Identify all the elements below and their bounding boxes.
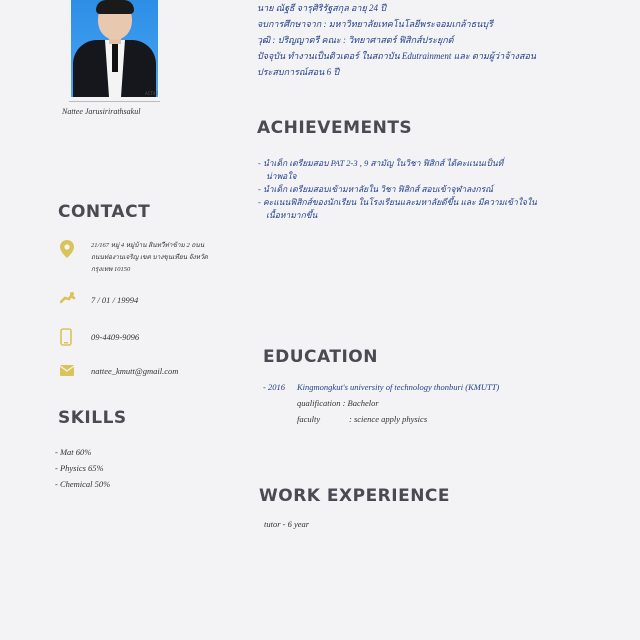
work-item: tutor - 6 year	[264, 519, 310, 529]
photo-hair	[96, 0, 134, 14]
profile-line: จบการศึกษาจาก : มหาวิทยาลัยเทคโนโลยีพระจอมเกล้าธนบุรี	[257, 19, 493, 29]
profile-line: ประสบการณ์สอน 6 ปี	[257, 67, 340, 77]
education-year: - 2016	[263, 382, 285, 392]
education-heading: EDUCATION	[263, 347, 378, 367]
skill-item: - Mat 60%	[55, 447, 92, 457]
contact-heading: CONTACT	[58, 202, 151, 222]
achievement-line: น่าพอใจ	[266, 171, 297, 181]
location-pin-icon	[60, 240, 74, 258]
address-line-2: ถนนท่องานเจริญ เขต บางขุนเทียน จังหวัด	[91, 254, 208, 261]
skill-item: - Chemical 50%	[55, 479, 111, 489]
address-line-3: กรุงเทพ 10150	[91, 266, 131, 273]
education-faculty-label: faculty	[297, 414, 321, 424]
profile-block	[257, 0, 617, 80]
achievements-list	[258, 157, 588, 222]
achievement-line: - นำเด็ก เตรียมสอบ PAT 2-3 , 9 สามัญ ในวิชา ฟิสิกส์ ได้คะแนนเป็นที่	[258, 158, 504, 168]
profile-line: นาย ณัฐธี จารุศิริรัฐสกุล อายุ 24 ปี	[257, 3, 386, 13]
envelope-icon	[60, 365, 74, 376]
profile-photo	[71, 0, 158, 97]
profile-line: วุฒิ : ปริญญาตรี คณะ : วิทยาศาสตร์ ฟิสิกส์ประยุกต์	[257, 35, 454, 45]
education-faculty-value: : science apply physics	[349, 414, 428, 424]
education-qualification: qualification : Bachelor	[297, 398, 379, 408]
education-block	[263, 379, 613, 427]
education-school: Kingmongkut's university of technology thonburi (KMUTT)	[297, 382, 500, 392]
education-qualification-row	[263, 395, 613, 411]
profile-line: ปัจจุบัน ทำงานเป็นติวเตอร์ ในสถาบัน Edutrainment และ ตามผู้ว่าจ้างสอน	[257, 51, 536, 61]
photo-caption: ACT42	[145, 91, 158, 96]
phone-icon	[60, 328, 72, 346]
contact-email[interactable]: nattee_kmutt@gmail.com	[91, 366, 179, 376]
education-faculty-row	[263, 411, 613, 427]
skill-item: - Physics 65%	[55, 463, 104, 473]
name-caption: Nattee Jarusirirathsakul	[62, 107, 141, 116]
achievement-line: - คะแนนฟิสิกส์ของนักเรียน ในโรงเรียนและมหาลัยดีขึ้น และ มีความเข้าใจใน	[258, 197, 537, 207]
achievement-line: เนื้อหามากขึ้น	[266, 210, 318, 220]
contact-birthday: 7 / 01 / 19994	[91, 295, 139, 305]
achievements-heading: ACHIEVEMENTS	[257, 118, 413, 138]
work-heading: WORK EXPERIENCE	[259, 486, 451, 506]
contact-address	[91, 240, 231, 276]
education-school-row	[263, 379, 613, 395]
achievement-line: - นำเด็ก เตรียมสอบเข้ามหาลัยใน วิชา ฟิสิกส์ สอบเข้าจุฬาลงกรณ์	[258, 184, 494, 194]
photo-tie	[112, 42, 118, 72]
person-running-icon	[60, 292, 76, 304]
contact-phone: 09-4409-9096	[91, 332, 140, 342]
address-line-1: 21/167 หมู่ 4 หมู่บ้าน สินทวีท่าข้าม 2 ถนน	[91, 242, 205, 249]
skills-heading: SKILLS	[58, 408, 127, 428]
skills-list	[55, 444, 110, 492]
